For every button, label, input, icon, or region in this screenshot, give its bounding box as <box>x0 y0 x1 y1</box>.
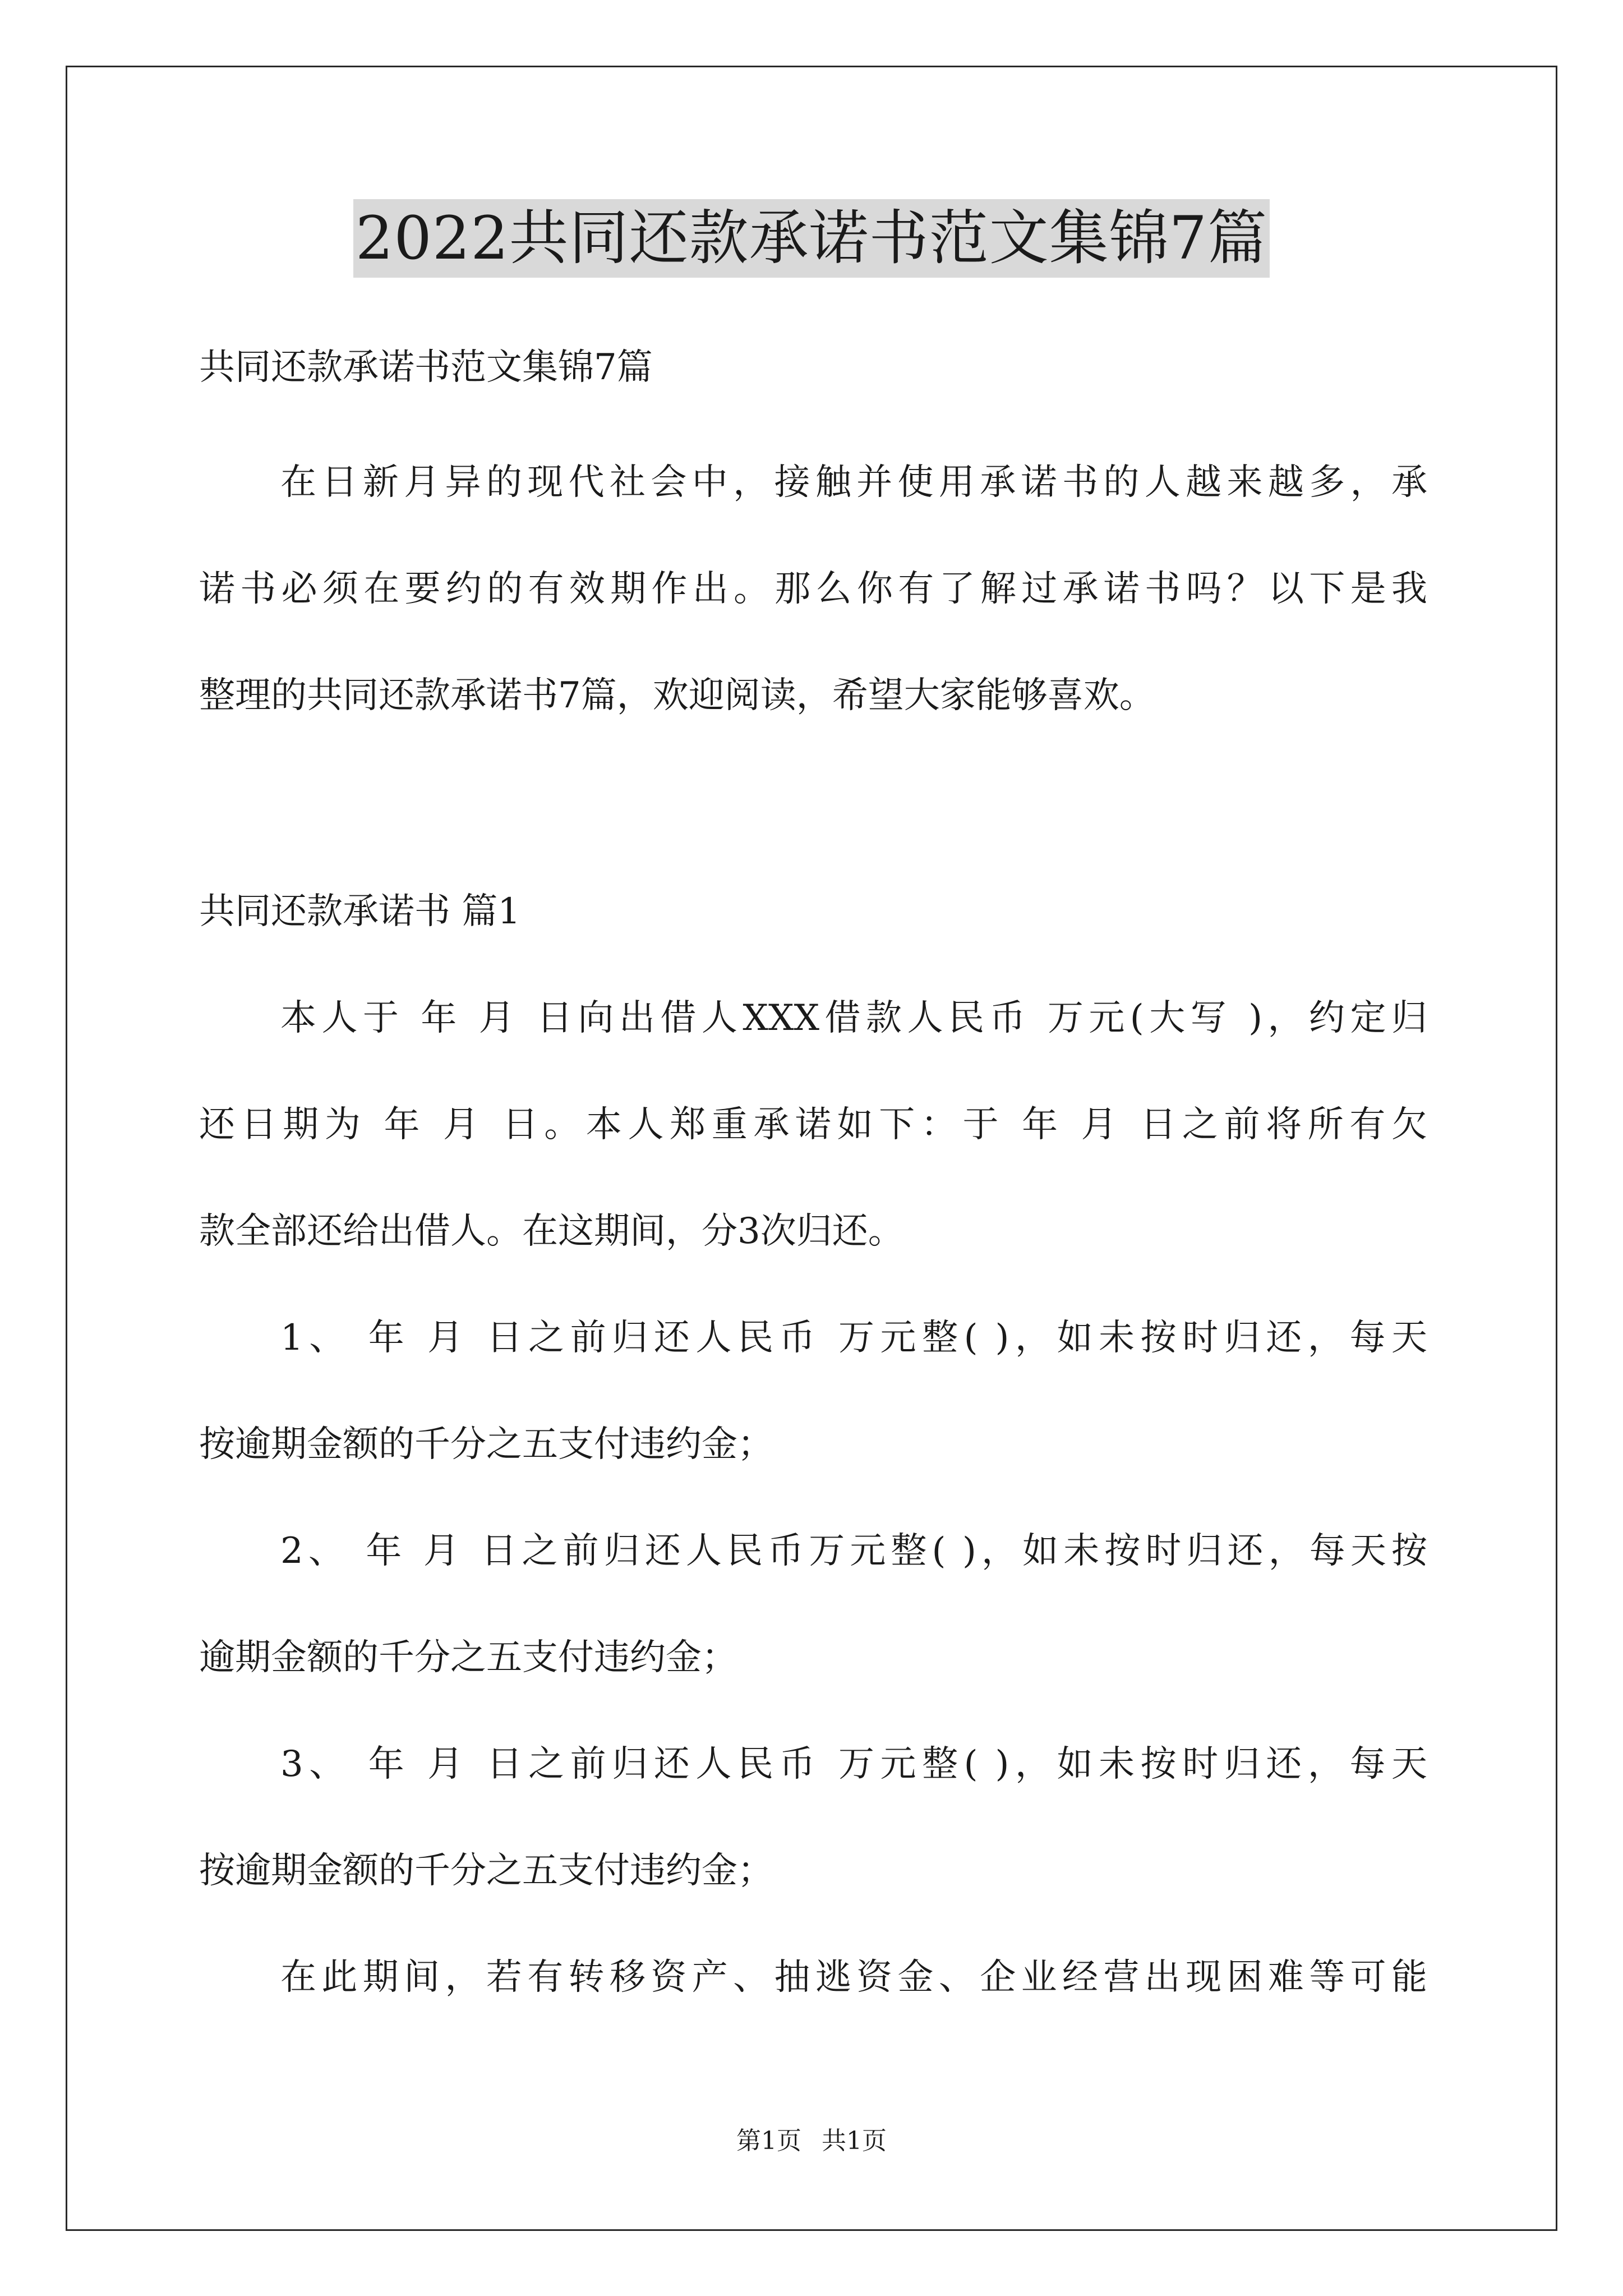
body-line-3: 款全部还给出借人。在这期间，分3次归还。 <box>199 1211 904 1252</box>
body-line-7: 逾期金额的千分之五支付违约金； <box>199 1637 737 1678</box>
body-line-6: 2、 年 月 日之前归还人民币万元整( )，如未按时归还，每天按 <box>280 1530 1427 1572</box>
title-container <box>0 199 1623 278</box>
body-line-4: 1、 年 月 日之前归还人民币 万元整( )，如未按时归还，每天 <box>280 1317 1427 1359</box>
intro-line-3: 整理的共同还款承诺书7篇，欢迎阅读，希望大家能够喜欢。 <box>199 675 1155 716</box>
body-line-9: 按逾期金额的千分之五支付违约金； <box>199 1850 773 1892</box>
document-subtitle: 共同还款承诺书范文集锦7篇 <box>199 347 653 388</box>
page-total: 共1页 <box>822 2127 887 2155</box>
body-line-10: 在此期间，若有转移资产、抽逃资金、企业经营出现困难等可能 <box>280 1957 1427 1998</box>
intro-line-1: 在日新月异的现代社会中，接触并使用承诺书的人越来越多，承 <box>280 462 1427 503</box>
body-line-5: 按逾期金额的千分之五支付违约金； <box>199 1424 773 1465</box>
page-footer <box>0 2124 1623 2158</box>
body-line-1: 本人于 年 月 日向出借人XXX借款人民币 万元(大写 )，约定归 <box>280 997 1427 1039</box>
body-line-8: 3、 年 月 日之前归还人民币 万元整( )，如未按时归还，每天 <box>280 1743 1427 1785</box>
intro-line-2: 诺书必须在要约的有效期作出。那么你有了解过承诺书吗？以下是我 <box>199 568 1427 610</box>
document-title: 2022共同还款承诺书范文集锦7篇 <box>353 199 1270 278</box>
body-line-2: 还日期为 年 月 日。本人郑重承诺如下：于 年 月 日之前将所有欠 <box>199 1104 1427 1145</box>
section-heading: 共同还款承诺书 篇1 <box>199 891 521 932</box>
page-number: 第1页 <box>736 2127 801 2155</box>
